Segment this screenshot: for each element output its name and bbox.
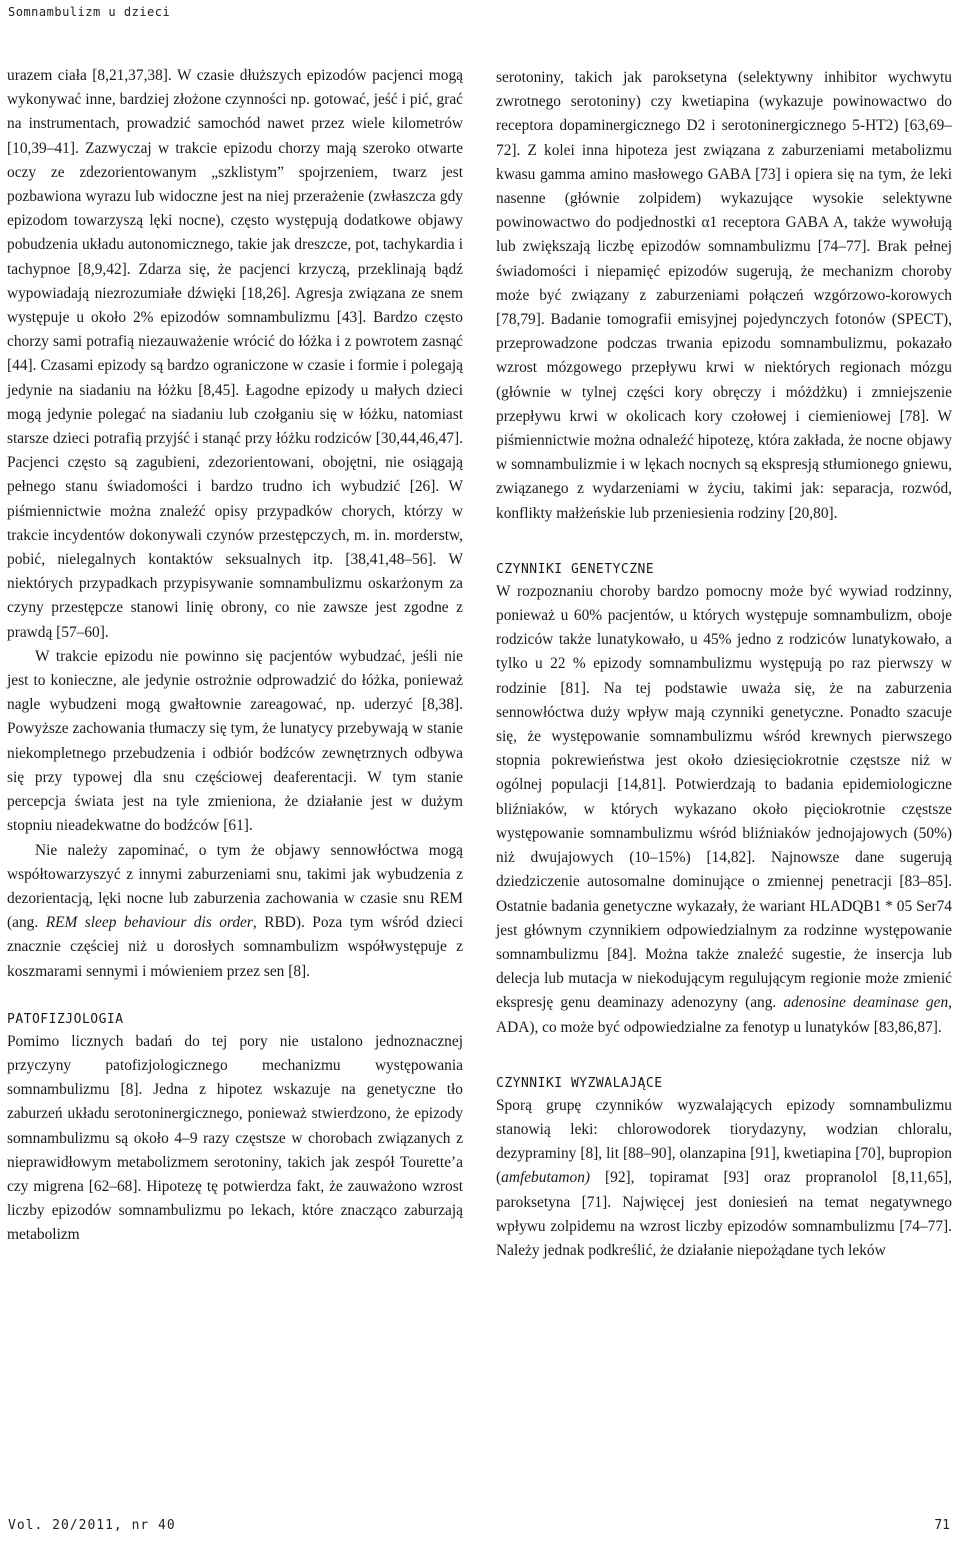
section-heading-genetic: CZYNNIKI GENETYCZNE — [496, 561, 655, 577]
paragraph — [7, 839, 463, 984]
section-heading-triggers: CZYNNIKI WYZWALAJĄCE — [496, 1075, 663, 1091]
italic-term: REM sleep behaviour dis order — [45, 914, 253, 932]
journal-footer: Vol. 20/2011, nr 40 — [8, 1518, 176, 1533]
paragraph: urazem ciała [8,21,37,38]. W czasie dłuższych epizodów pacjenci mogą wykonywać inne, bardziej złożone czynności np. gotować, jeść i pić, grać na instrumentach, prowadzić samochód nawet przez wiele kilometrów [10,39–41]. Zazwyczaj w trakcie epizodu chorzy mają szeroko otwarte oczy ze zdezorientowanym „szklistym” spojrzeniem, twarz jest pozbawiona wyrazu lub widoczne jest na niej przerażenie (zwłaszcza gdy epizodom towarzyszą lęki nocne), często występują dodatkowe objawy pobudzenia układu autonomicznego, takie jak dreszcze, pot, tachykardia i tachypnoe [8,9,42]. Zdarza się, że pacjenci krzyczą, przeklinają bądź wypowiadają niezrozumiałe dźwięki [18,26]. Agresja związana ze snem występuje u około 2% epizodów somnambulizmu [43]. Bardzo często chorzy sami potrafią niezauważenie wrócić do łóżka i z powrotem zasnąć [44]. Czasami epizody są bardzo ograniczone w czasie i formie i polegają jedynie na siadaniu na łóżku [8,45]. Łagodne epizody u małych dzieci mogą jedynie polegać na siadaniu lub czołganiu się w łóżku, natomiast starsze dzieci potrafią przyjść i stanąć przy łóżku rodziców [30,44,46,47]. Pacjenci często są zagubieni, zdezorientowani, obojętni, nie osiągają pełnego stanu świadomości i bardzo trudno ich wybudzić [26]. W piśmiennictwie można znaleźć opisy przypadków chorych, którzy w trakcie incydentów dokonywali czynów przestępczych, m. in. morderstw, pobić, nielegalnych kontaktów seksualnych itp. [38,41,48–56]. W niektórych przypadkach przypisywanie somnambulizmu oskarżonym za czyny przestępcze stanowi linię obrony, co nie zawsze jest zgodne z prawdą [57–60]. — [7, 67, 463, 641]
paragraph-text: Nie należy zapominać, o tym że objawy sennowłóctwa mogą współtowarzyszyć z innymi zaburzeniami snu, takimi jak wybudzenia z dezorientacją, lęki nocne lub zaburzenia zachowania w czasie snu REM (ang. — [7, 841, 463, 932]
paragraph-text: Sporą grupę czynników wyzwalających epizody somnambulizmu stanowią leki: chlorowodorek tiorydazyny, wodzian chloralu, dezypraminy [8], lit [88–90], olanzapina [91], kwetiapina [70], bupropion ( — [496, 1096, 952, 1187]
italic-term: adenosine deaminase gen — [783, 994, 949, 1012]
paragraph — [496, 580, 952, 1040]
section-heading-pathophysiology: PATOFIZJOLOGIA — [7, 1011, 124, 1027]
paragraph-text: W rozpoznaniu choroby bardzo pomocny może być wywiad rodzinny, ponieważ u 60% pacjentów, u których występuje somnambulizm, oboje rodziców także lunatykowało, u 45% jedno z rodziców lunatykowało, a tylko u 22 % epizody somnambulizmu występują po raz pierwszy w rodzinie [81]. Na tej podstawie uważa się, że na zaburzenia sennowłóctwa duży wpływ mają czynniki genetyczne. Ponadto szacuje się, że występowanie somnambulizmu wśród krewnych pierwszego stopnia pokrewieństwa jest około dziesięciokrotnie częstsze niż w ogólnej populacji [14,81]. Potwierdzają to badania epidemiologiczne bliźniaków, w których wykazano około pięciokrotnie częstsze występowanie somnambulizmu wśród bliźniaków jednojajowych (50%) niż dwujajowych (10–15%) [14,82]. Najnowsze dane sugerują dziedziczenie autosomalne dominujące o zmiennej penetracji [83–85]. Ostatnie badania genetyczne wykazały, że wariant HLADQB1 * 05 Ser74 jest głównym czynnikiem odpowiedzialnym za rodzinne występowanie somnambulizmu [84]. Można także znaleźć sugestie, że insercja lub delecja lub mutacja w niekodującym regulującym regionie może zmienić ekspresję genu deaminazy adenozyny (ang. — [496, 582, 952, 1012]
page-number: 71 — [934, 1518, 950, 1533]
paragraph: Pomimo licznych badań do tej pory nie ustalono jednoznacznej przyczyny patofizjologicznego mechanizmu występowania somnambulizmu [8]. Jedna z hipotez wskazuje na genetyczne tło zaburzeń układu serotoninergicznego, ponieważ stwierdzono, że epizody somnambulizmu są około 4–9 razy częstsze w chorobach związanych z nieprawidłowym metabolizmem serotoniny, takich jak zespół Tourette’a czy migrena [62–68]. Hipotezę tę potwierdza fakt, że zauważono wzrost liczby epizodów somnambulizmu po lekach, które znacząco zaburzają metabolizm — [7, 1032, 463, 1244]
paragraph-text: , RBD). Poza tym wśród dzieci znacznie częściej niż u dorosłych somnambulizm współwystępuje z koszmarami sennymi i mówieniem przez sen [8]. — [7, 914, 463, 980]
left-column — [7, 64, 463, 1248]
paragraph: serotoniny, takich jak paroksetyna (selektywny inhibitor wychwytu zwrotnego serotoniny) czy kwetiapina (wykazuje powinowactwo do receptora dopaminergicznego D2 i serotoninergicznego 5-HT2) [63,69–72]. Z kolei inna hipoteza jest związana z zaburzeniami metabolizmu kwasu gamma amino masłowego GABA [73] i opiera się na tym, że leki nasenne (głównie zolpidem) wykazujące wysokie selektywne powinowactwo do podjednostki α1 receptora GABA A, także wywołują lub zwiększają liczbę epizodów somnambulizmu [74–77]. Brak pełnej świadomości i niepamięć epizodów sugerują, że mechanizm choroby może być związany z zaburzeniami połączeń wzgórzowo-korowych [78,79]. Badanie tomografii emisyjnej pojedynczych fotonów (SPECT), przeprowadzone podczas trwania epizodu somnambulizmu, pokazało wzrost mózgowego przepływu krwi w niektórych regionach mózgu (głównie w tylnej części kory obręczy i móżdżku) i zmniejszenie przepływu krwi w okolicach kory czołowej i ciemieniowej [78]. W piśmiennictwie można odnaleźć hipotezę, która zakłada, że nocne objawy w somnambulizmie i w lękach nocnych są ekspresją stłumionego gniewu, związanego z wydarzeniami w życiu, takimi jak: separacja, rozwód, konflikty małżeńskie lub przeniesienia rodziny [20,80]. — [496, 69, 952, 522]
paragraph: W trakcie epizodu nie powinno się pacjentów wybudzać, jeśli nie jest to konieczne, ale jedynie ostrożnie odprowadzić do łóżka, ponieważ nagle wybudzeni mogą gwałtownie zareagować, np. uderzyć [8,38]. Powyższe zachowania tłumaczy się tym, że lunatycy przebywają w stanie niekompletnego przebudzenia i odbiór bodźców zewnętrznych odbywa się przy typowej dla snu częściowej deaferentacji. W tym stanie percepcja świata jest na tyle zmieniona, że działanie jest w dużym stopniu nieadekwatne do bodźców [61]. — [7, 647, 463, 835]
right-column — [496, 66, 952, 1263]
paragraph-text: , ADA), co może być odpowiedzialne za fenotyp u lunatyków [83,86,87]. — [496, 994, 952, 1036]
paragraph — [496, 1094, 952, 1263]
italic-term: amfebutamon) — [501, 1169, 591, 1187]
paragraph-text: [92], topiramat [93] oraz propranolol [8,11,65], paroksetyna [71]. Najwięcej jest doniesień na temat negatywnego wpływu zolpidemu na wzrost liczby epizodów somnambulizmu [74–77]. Należy jednak podkreślić, że działanie niepożądane tych leków — [496, 1169, 952, 1259]
running-title: Somnambulizm u dzieci — [8, 5, 171, 19]
